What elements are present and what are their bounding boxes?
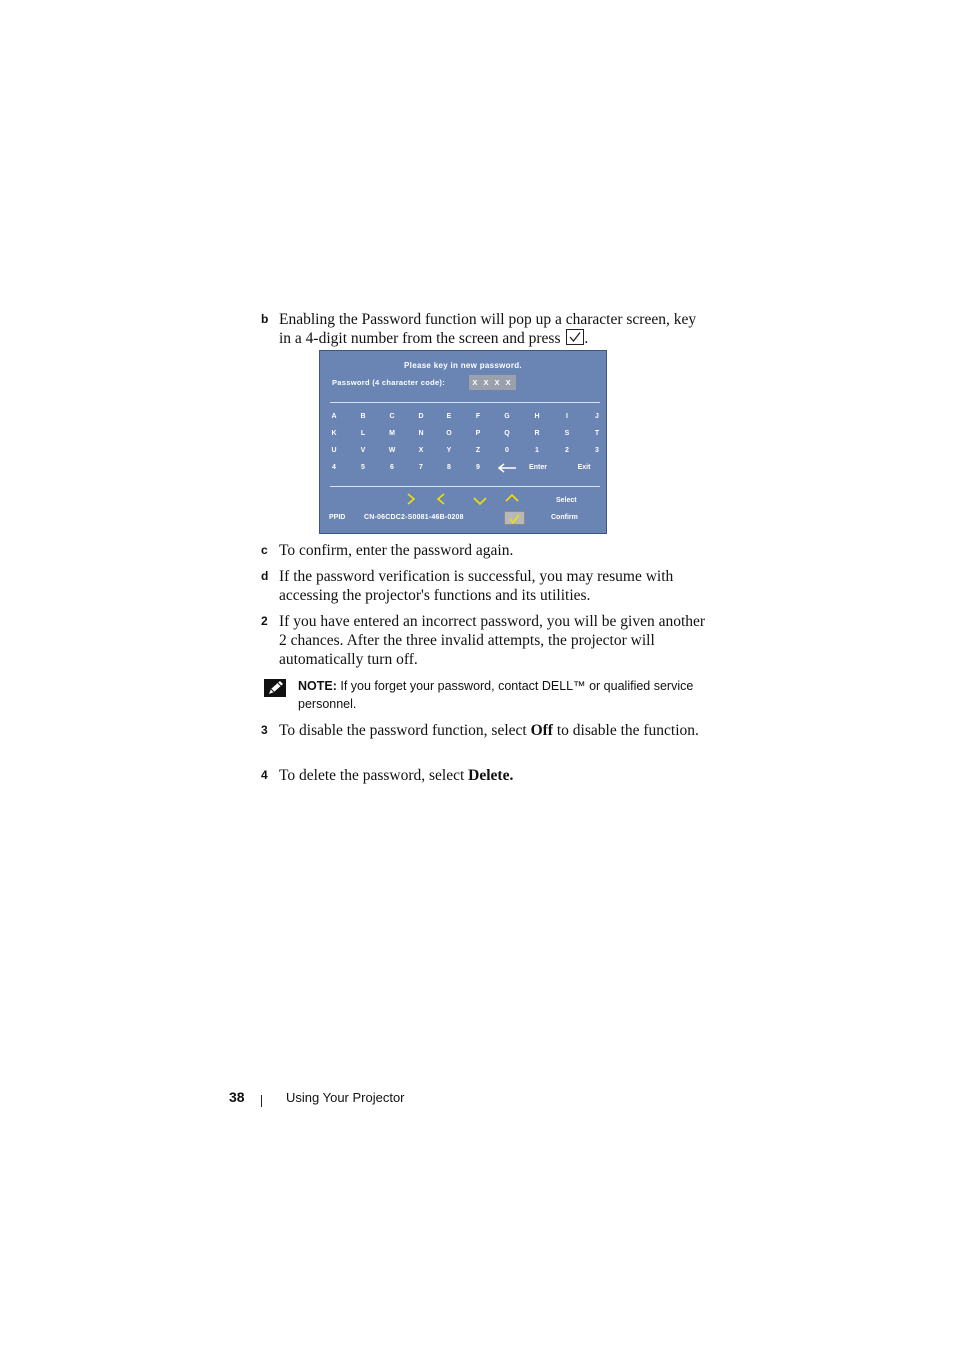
up-arrow-icon [505,494,519,503]
keypad-key[interactable]: 2 [565,447,569,454]
keypad-key[interactable]: 1 [535,447,539,454]
keypad-key[interactable]: O [446,430,452,437]
checkmark-icon [505,513,524,525]
step-marker: c [261,543,268,557]
keypad-key[interactable]: C [389,413,395,420]
page-number: 38 [229,1089,245,1105]
note-body-text: If you forget your password, contact DELL™ or qualified service personnel. [298,679,694,711]
step-marker: d [261,569,269,583]
step-text [279,766,711,785]
note-pencil-icon [263,678,287,698]
keypad-key[interactable]: A [331,413,337,420]
step-3 [261,721,711,740]
exit-key[interactable]: Exit [577,464,591,471]
keypad-key[interactable]: D [418,413,424,420]
keypad-key[interactable]: Z [475,447,481,454]
left-arrow-icon [436,493,446,505]
confirm-button[interactable] [504,511,525,525]
divider [330,486,600,487]
keypad-key[interactable]: G [504,413,510,420]
step-text [279,310,711,348]
keypad-key[interactable]: U [331,447,337,454]
osd-title: Please key in new password. [404,361,522,370]
menu-option-off: Off [530,722,553,739]
keypad-key[interactable]: K [331,430,337,437]
enter-key[interactable]: Enter [529,464,547,471]
keypad-key[interactable]: 9 [476,464,480,471]
keypad-key[interactable]: 6 [390,464,394,471]
keypad-key[interactable]: F [475,413,481,420]
keypad-key[interactable]: Q [504,430,510,437]
keypad-key[interactable]: T [594,430,600,437]
step-marker: b [261,312,269,326]
note-text [298,677,713,713]
password-label: Password (4 character code): [332,378,446,387]
keypad-key[interactable]: V [360,447,366,454]
ppid-label: PPID [329,514,346,521]
keypad-key[interactable]: M [389,430,395,437]
step-marker: 4 [261,768,268,782]
keypad-key[interactable]: J [595,413,599,420]
password-osd-screen [319,350,607,534]
step-c [261,541,711,560]
step-text: To confirm, enter the password again. [279,542,514,559]
keypad-key[interactable]: 8 [447,464,451,471]
step-4 [261,766,711,785]
step-text: If you have entered an incorrect password, you will be given another 2 chances. After the three invalid attempts, the projector will automatically turn off. [279,613,706,668]
keypad-key[interactable]: L [360,430,366,437]
step-text-part: Enabling the Password function will pop up a character screen, key in a 4-digit number from the screen and press [279,311,697,347]
keypad-key[interactable]: I [566,413,568,420]
keypad-key[interactable]: E [446,413,452,420]
step-text-part: To disable the password function, select [279,722,531,739]
menu-option-delete: Delete. [468,767,514,784]
keypad-key[interactable]: 3 [595,447,599,454]
right-arrow-icon [406,493,416,505]
divider [330,402,600,403]
keypad-key[interactable]: P [475,430,481,437]
step-text: If the password verification is successful, you may resume with accessing the projector's functions and its utilities. [279,568,674,604]
note-block [263,677,713,713]
password-field[interactable]: X X X X [469,375,516,390]
keypad-key[interactable]: W [388,447,396,454]
keypad-key[interactable]: 5 [361,464,365,471]
keypad-key[interactable]: X [418,447,424,454]
step-text-part: To delete the password, select [279,767,469,784]
keypad-key[interactable]: H [534,413,540,420]
checkmark-icon [566,329,584,345]
confirm-label: Confirm [551,514,578,521]
keypad-key[interactable]: 0 [505,447,509,454]
ppid-value: CN-06CDC2-S0081-46B-0208 [364,514,464,521]
select-label: Select [556,497,577,504]
keypad-key[interactable]: N [418,430,424,437]
step-text-part: to disable the function. [552,722,699,739]
footer-divider [261,1095,262,1107]
keypad-key[interactable]: 7 [419,464,423,471]
keypad-key[interactable]: S [564,430,570,437]
note-label: NOTE: [298,679,337,693]
step-marker: 3 [261,723,268,737]
step-text-part: . [584,330,589,347]
step-d [261,567,711,605]
keypad-key[interactable]: B [360,413,366,420]
keypad-key[interactable]: 4 [332,464,336,471]
step-b [261,310,711,348]
down-arrow-icon [473,496,487,505]
step-2 [261,612,711,669]
keypad-key[interactable]: Y [446,447,452,454]
footer-section-title: Using Your Projector [286,1090,405,1105]
step-text [279,721,711,740]
keypad-key[interactable]: R [534,430,540,437]
step-marker: 2 [261,614,268,628]
